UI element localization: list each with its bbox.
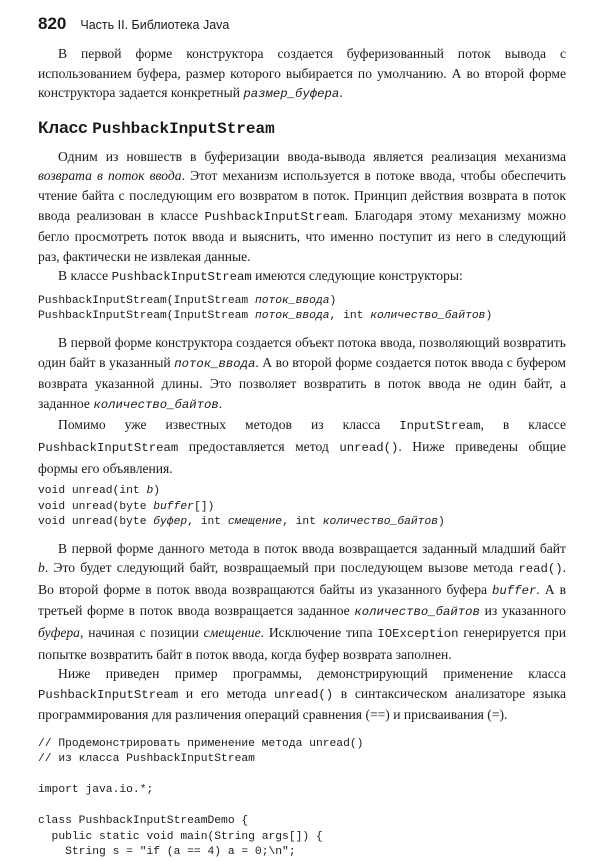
inline-code: PushbackInputStream (38, 440, 179, 455)
constructors-code-block: PushbackInputStream(InputStream поток_ввода) PushbackInputStream(InputStream поток_ввода, int количество_байтов) (38, 294, 493, 323)
code-line: // Продемонстрировать применение метода unread() (38, 737, 364, 750)
paragraph-3: В первой форме конструктора создается объект потока ввода, позволяющий возвратить один байт в указанный поток_ввода. А во второй форме создается поток ввода с буфером возврата указанной длины. Это позволяет возвратить в поток ввода не один байт, а заданное количество_байтов. (38, 334, 567, 412)
intro-paragraph: В первой форме конструктора создается буферизованный поток вывода с использованием буфера, размер которого выбирается по умолчанию. А во второй форме конструктора задается конкретный размер_буфера. (38, 46, 566, 102)
section-heading-class: PushbackInputStream (92, 119, 275, 138)
code-line: String s = "if (a == 4) a = 0;\n"; (38, 846, 296, 859)
code-line: class PushbackInputStreamDemo { (38, 815, 249, 828)
section-heading: Класс PushbackInputStream (38, 117, 275, 138)
page-number: 820 (38, 14, 67, 33)
emphasis-term: возврата в поток ввода (38, 168, 182, 184)
page-body (38, 44, 566, 861)
inline-code-arg: количество_байтов (93, 397, 219, 412)
inline-code: InputStream (399, 419, 481, 434)
paragraph-1: Одним из новшеств в буферизации ввода-вывода является реализация механизма возврата в поток ввода. Этот механизм используется в потоке ввода, чтобы обеспечить чтение байта с последующим его возвратом в поток. Принцип действия возврата в поток ввода реализован в классе PushbackInputStream. Благодаря этому механизму можно бегло просмотреть поток ввода и выяснить, что именно поступит из него в следующий раз, фактически не извлекая данные. (38, 148, 567, 264)
paragraph-6: Ниже приведен пример программы, демонстрирующий применение класса PushbackInputStream и его метода unread() в синтаксическом анализаторе языка программирования для различения операций сравнения (==) и присваивания (=). (38, 666, 566, 723)
paragraph-5: В первой форме данного метода в поток ввода возвращается заданный младший байт b. Это будет следующий байт, возвращаемый при последующем вызове метода read(). Во второй форме в поток ввода возвращаются байты из указанного буфера buffer. А в третьей форме в поток ввода возвращается заданное количество_байтов из указанного буфера, начиная с позиции смещение. Исключение типа IOException генерируется при попытке возвратить байт в поток ввода, когда буфер возврата заполнен. (38, 540, 566, 662)
code-line: import java.io.*; (38, 784, 154, 797)
inline-code: IOException (377, 626, 459, 641)
inline-code: unread() (274, 687, 334, 702)
inline-code: unread() (339, 440, 399, 455)
unread-code-block: void unread(int b) void unread(byte buffer[]) void unread(byte буфер, int смещение, int количество_байтов) (38, 485, 445, 529)
paragraph-4: Помимо уже известных методов из класса InputStream, в классе PushbackInputStream предоставляется метод unread(). Ниже приведены общие формы его объявления. (38, 417, 566, 476)
example-code-block (38, 737, 566, 861)
inline-code: read() (518, 562, 563, 577)
inline-code: PushbackInputStream (38, 687, 179, 702)
inline-code-arg: поток_ввода (174, 356, 256, 371)
code-line: // из класса PushbackInputStream (38, 753, 255, 766)
inline-code: PushbackInputStream (111, 270, 252, 285)
inline-code-arg: размер_буфера (243, 87, 340, 102)
page-header (38, 14, 229, 34)
paragraph-2: В классе PushbackInputStream имеются следующие конструкторы: (58, 268, 463, 285)
inline-code: PushbackInputStream (204, 209, 345, 224)
code-line: public static void main(String args[]) { (38, 830, 323, 843)
running-title: Часть II. Библиотека Java (80, 18, 230, 32)
